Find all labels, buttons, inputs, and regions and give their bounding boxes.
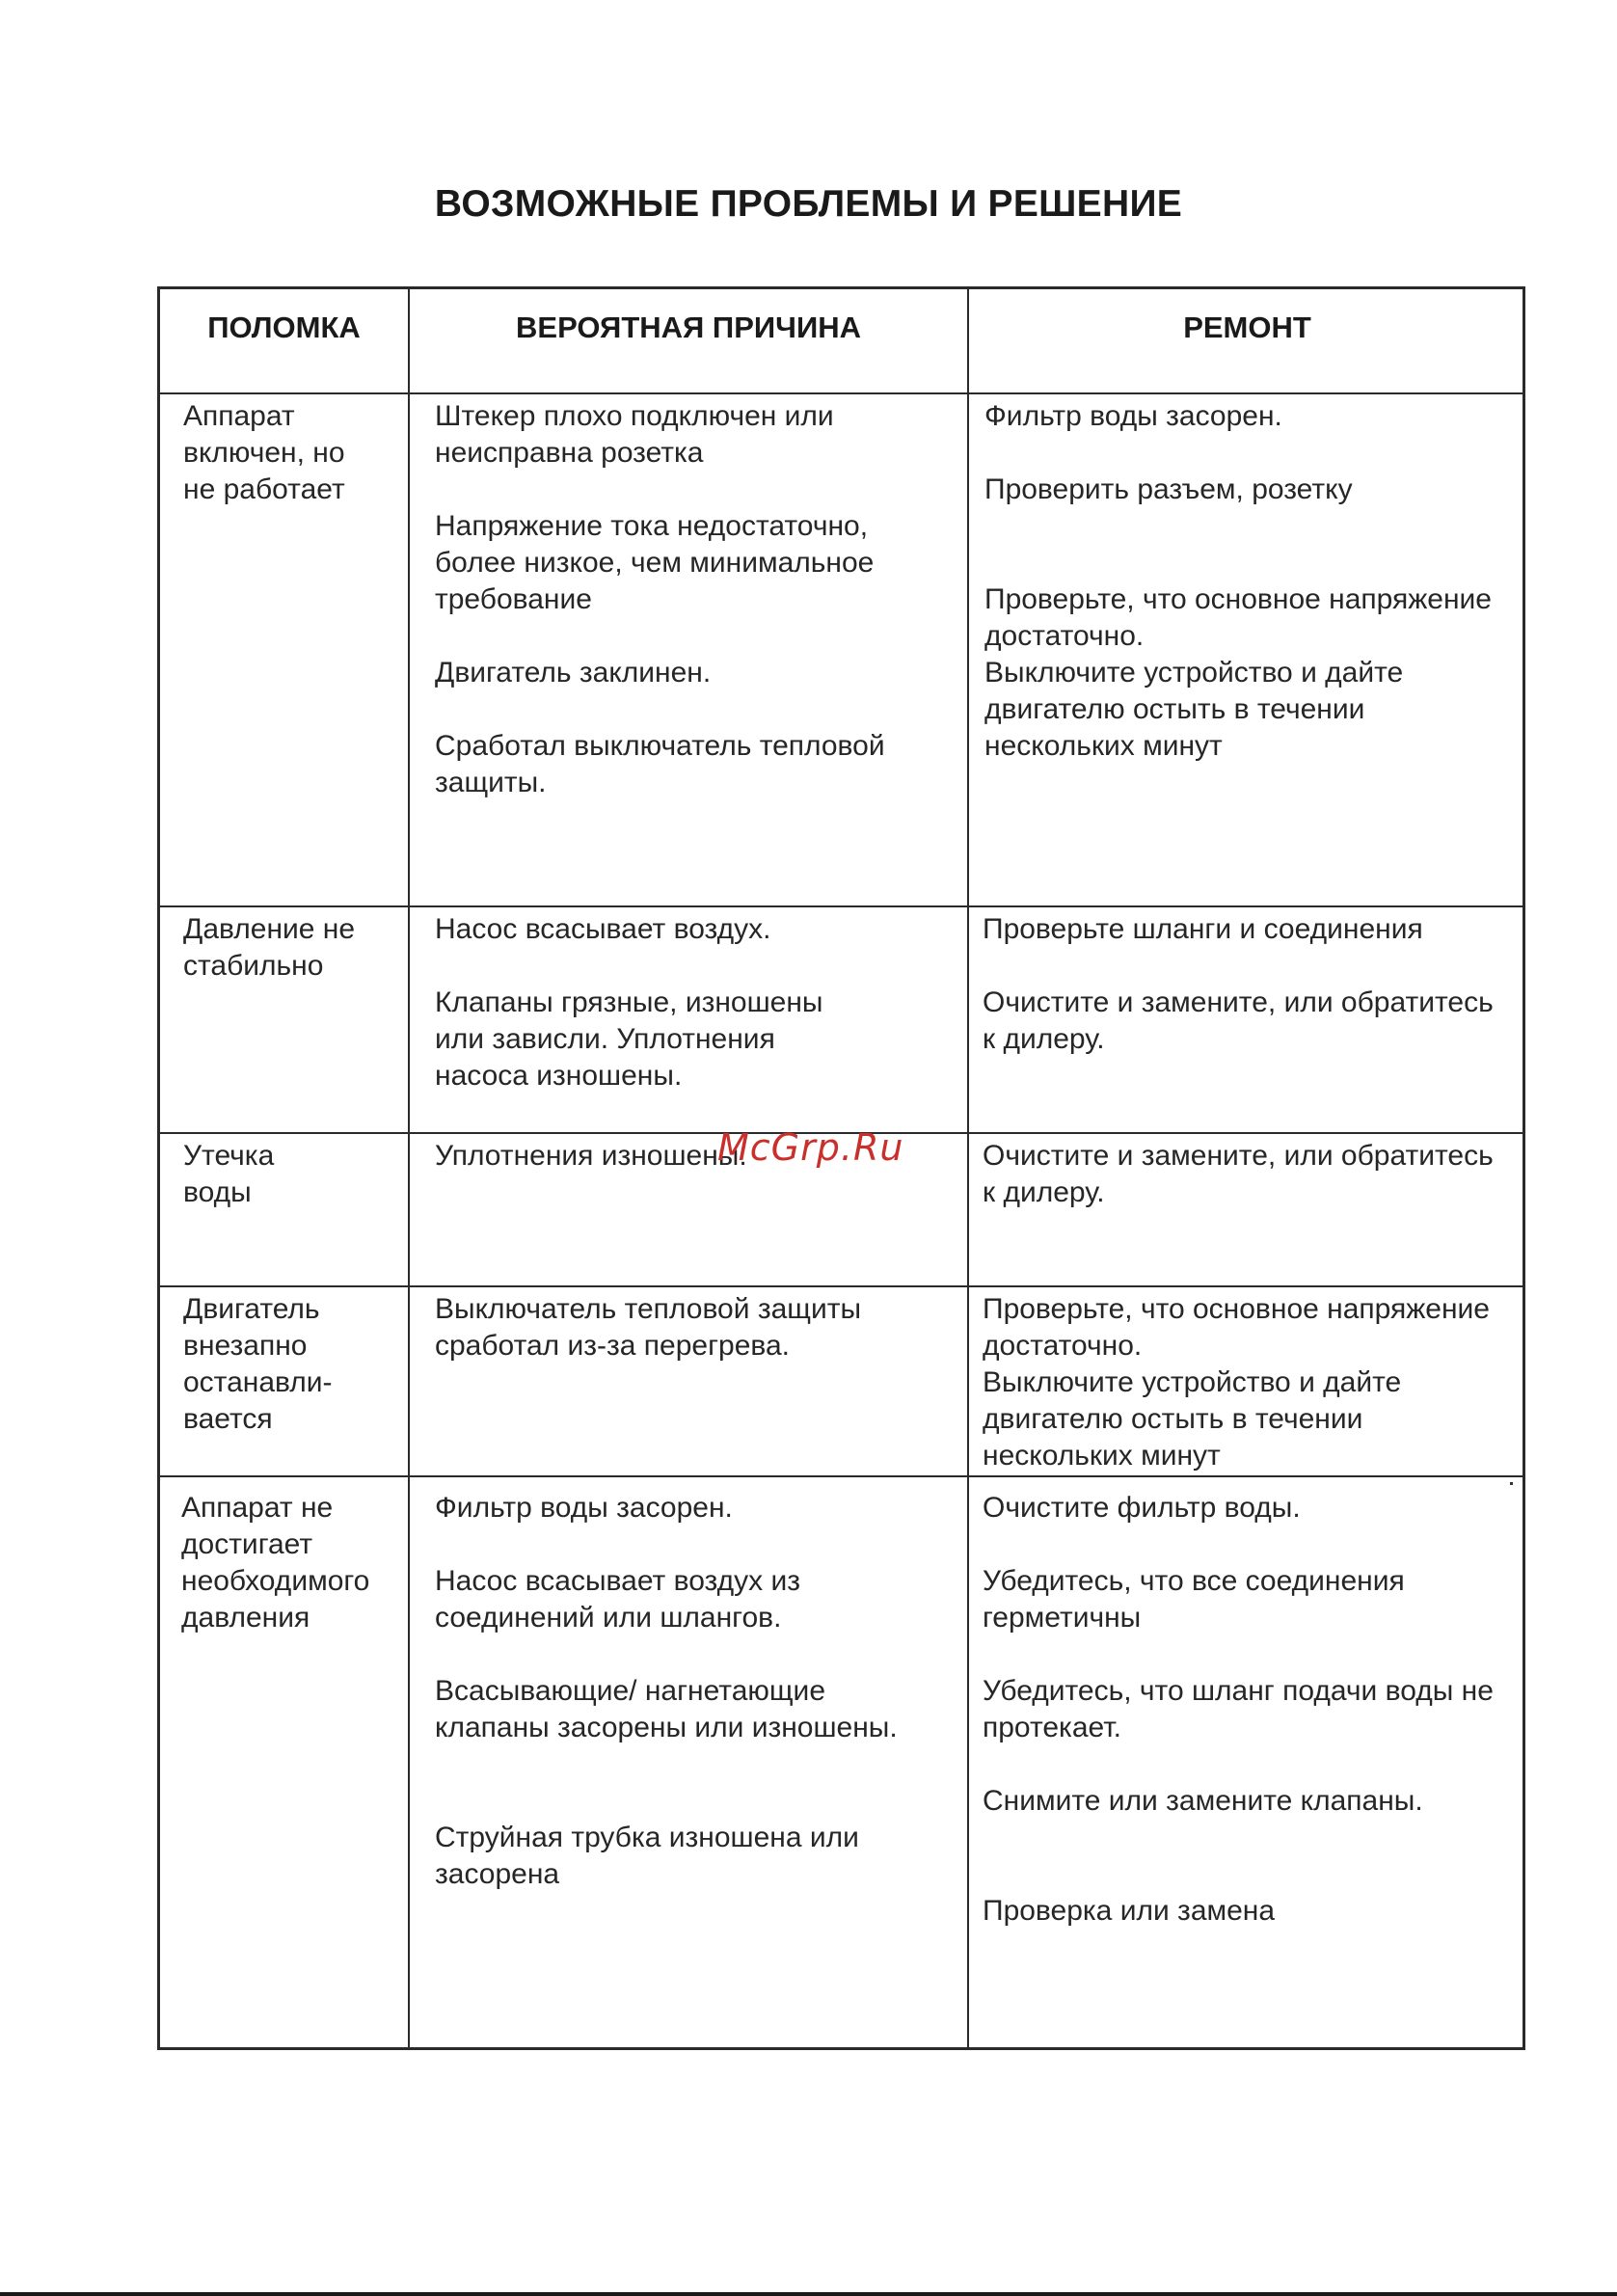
table-row-3-fault: [183, 1138, 274, 1211]
cause-text: Штекер плохо подключен или неисправна розетка: [435, 400, 834, 469]
table-row-4-fault: [183, 1291, 333, 1438]
table-row-4-repairs: [983, 1291, 1490, 1474]
cause-text: Уплотнения изношены.: [435, 1140, 747, 1172]
page-bottom-edge: [0, 2292, 1617, 2296]
column-divider: [967, 289, 969, 2047]
fault-text: Утечка воды: [183, 1140, 275, 1208]
repair-text: Проверьте шланги и соединения: [983, 913, 1423, 945]
cause-text: Фильтр воды засорен.: [435, 1492, 733, 1524]
cause-text: Насос всасывает воздух.: [435, 913, 771, 945]
table-row-4-causes: [435, 1291, 861, 1364]
page-title: ВОЗМОЖНЫЕ ПРОБЛЕМЫ И РЕШЕНИЕ: [434, 183, 1183, 225]
fault-text: Аппарат включен, но не работает: [183, 400, 345, 505]
cause-text: Напряжение тока недостаточно, более низкое, чем минимальное требование: [435, 510, 875, 615]
column-divider: [408, 289, 410, 2047]
cause-text: Струйная трубка изношена или засорена: [435, 1822, 859, 1890]
repair-text: Проверка или замена: [983, 1895, 1276, 1927]
watermark: McGrp.Ru: [717, 1126, 904, 1169]
row-divider: [160, 392, 1523, 394]
header-fault: ПОЛОМКА: [207, 311, 361, 344]
header-repair: РЕМОНТ: [1183, 311, 1311, 344]
row-divider: [160, 1285, 1523, 1287]
table-row-5-fault: [181, 1490, 369, 1636]
table-row-3-repairs: [983, 1138, 1494, 1211]
repair-text: Очистите фильтр воды.: [983, 1492, 1301, 1524]
repair-text: Фильтр воды засорен.: [984, 400, 1282, 432]
speck-mark: [1510, 1482, 1513, 1485]
row-divider: [160, 1475, 1523, 1477]
table-row-2-fault: [183, 911, 355, 985]
repair-text: Очистите и замените, или обратитесь к дилеру.: [983, 1140, 1494, 1208]
repair-text: Убедитесь, что шланг подачи воды не протекает.: [983, 1675, 1494, 1743]
row-divider: [160, 905, 1523, 907]
repair-text: Очистите и замените, или обратитесь к дилеру.: [983, 986, 1494, 1055]
cause-text: Двигатель заклинен.: [435, 657, 712, 689]
fault-text: Аппарат не достигает необходимого давления: [181, 1492, 370, 1634]
table-row-1-fault: [183, 398, 345, 508]
repair-text: Снимите или замените клапаны.: [983, 1785, 1423, 1817]
cause-text: Насос всасывает воздух из соединений или шлангов.: [435, 1565, 800, 1634]
header-cause: ВЕРОЯТНАЯ ПРИЧИНА: [516, 311, 861, 344]
fault-text: Двигатель внезапно останавли- вается: [183, 1293, 333, 1435]
cause-text: Всасывающие/ нагнетающие клапаны засорены или изношены.: [435, 1675, 898, 1743]
fault-text: Давление не стабильно: [183, 913, 356, 982]
table-row-3-causes: [435, 1138, 747, 1175]
repair-text: Проверьте, что основное напряжение достаточно. Выключите устройство и дайте двигателю остыть в течении нескольких минут: [984, 583, 1492, 762]
cause-text: Сработал выключатель тепловой защиты.: [435, 730, 885, 798]
cause-text: Клапаны грязные, изношены или зависли. Уплотнения насоса изношены.: [435, 986, 823, 1092]
repair-text: Проверить разъем, розетку: [984, 473, 1353, 505]
cause-text: Выключатель тепловой защиты сработал из-за перегрева.: [435, 1293, 862, 1362]
repair-text: Проверьте, что основное напряжение достаточно. Выключите устройство и дайте двигателю остыть в течении нескольких минут: [983, 1293, 1490, 1472]
repair-text: Убедитесь, что все соединения герметичны: [983, 1565, 1405, 1634]
